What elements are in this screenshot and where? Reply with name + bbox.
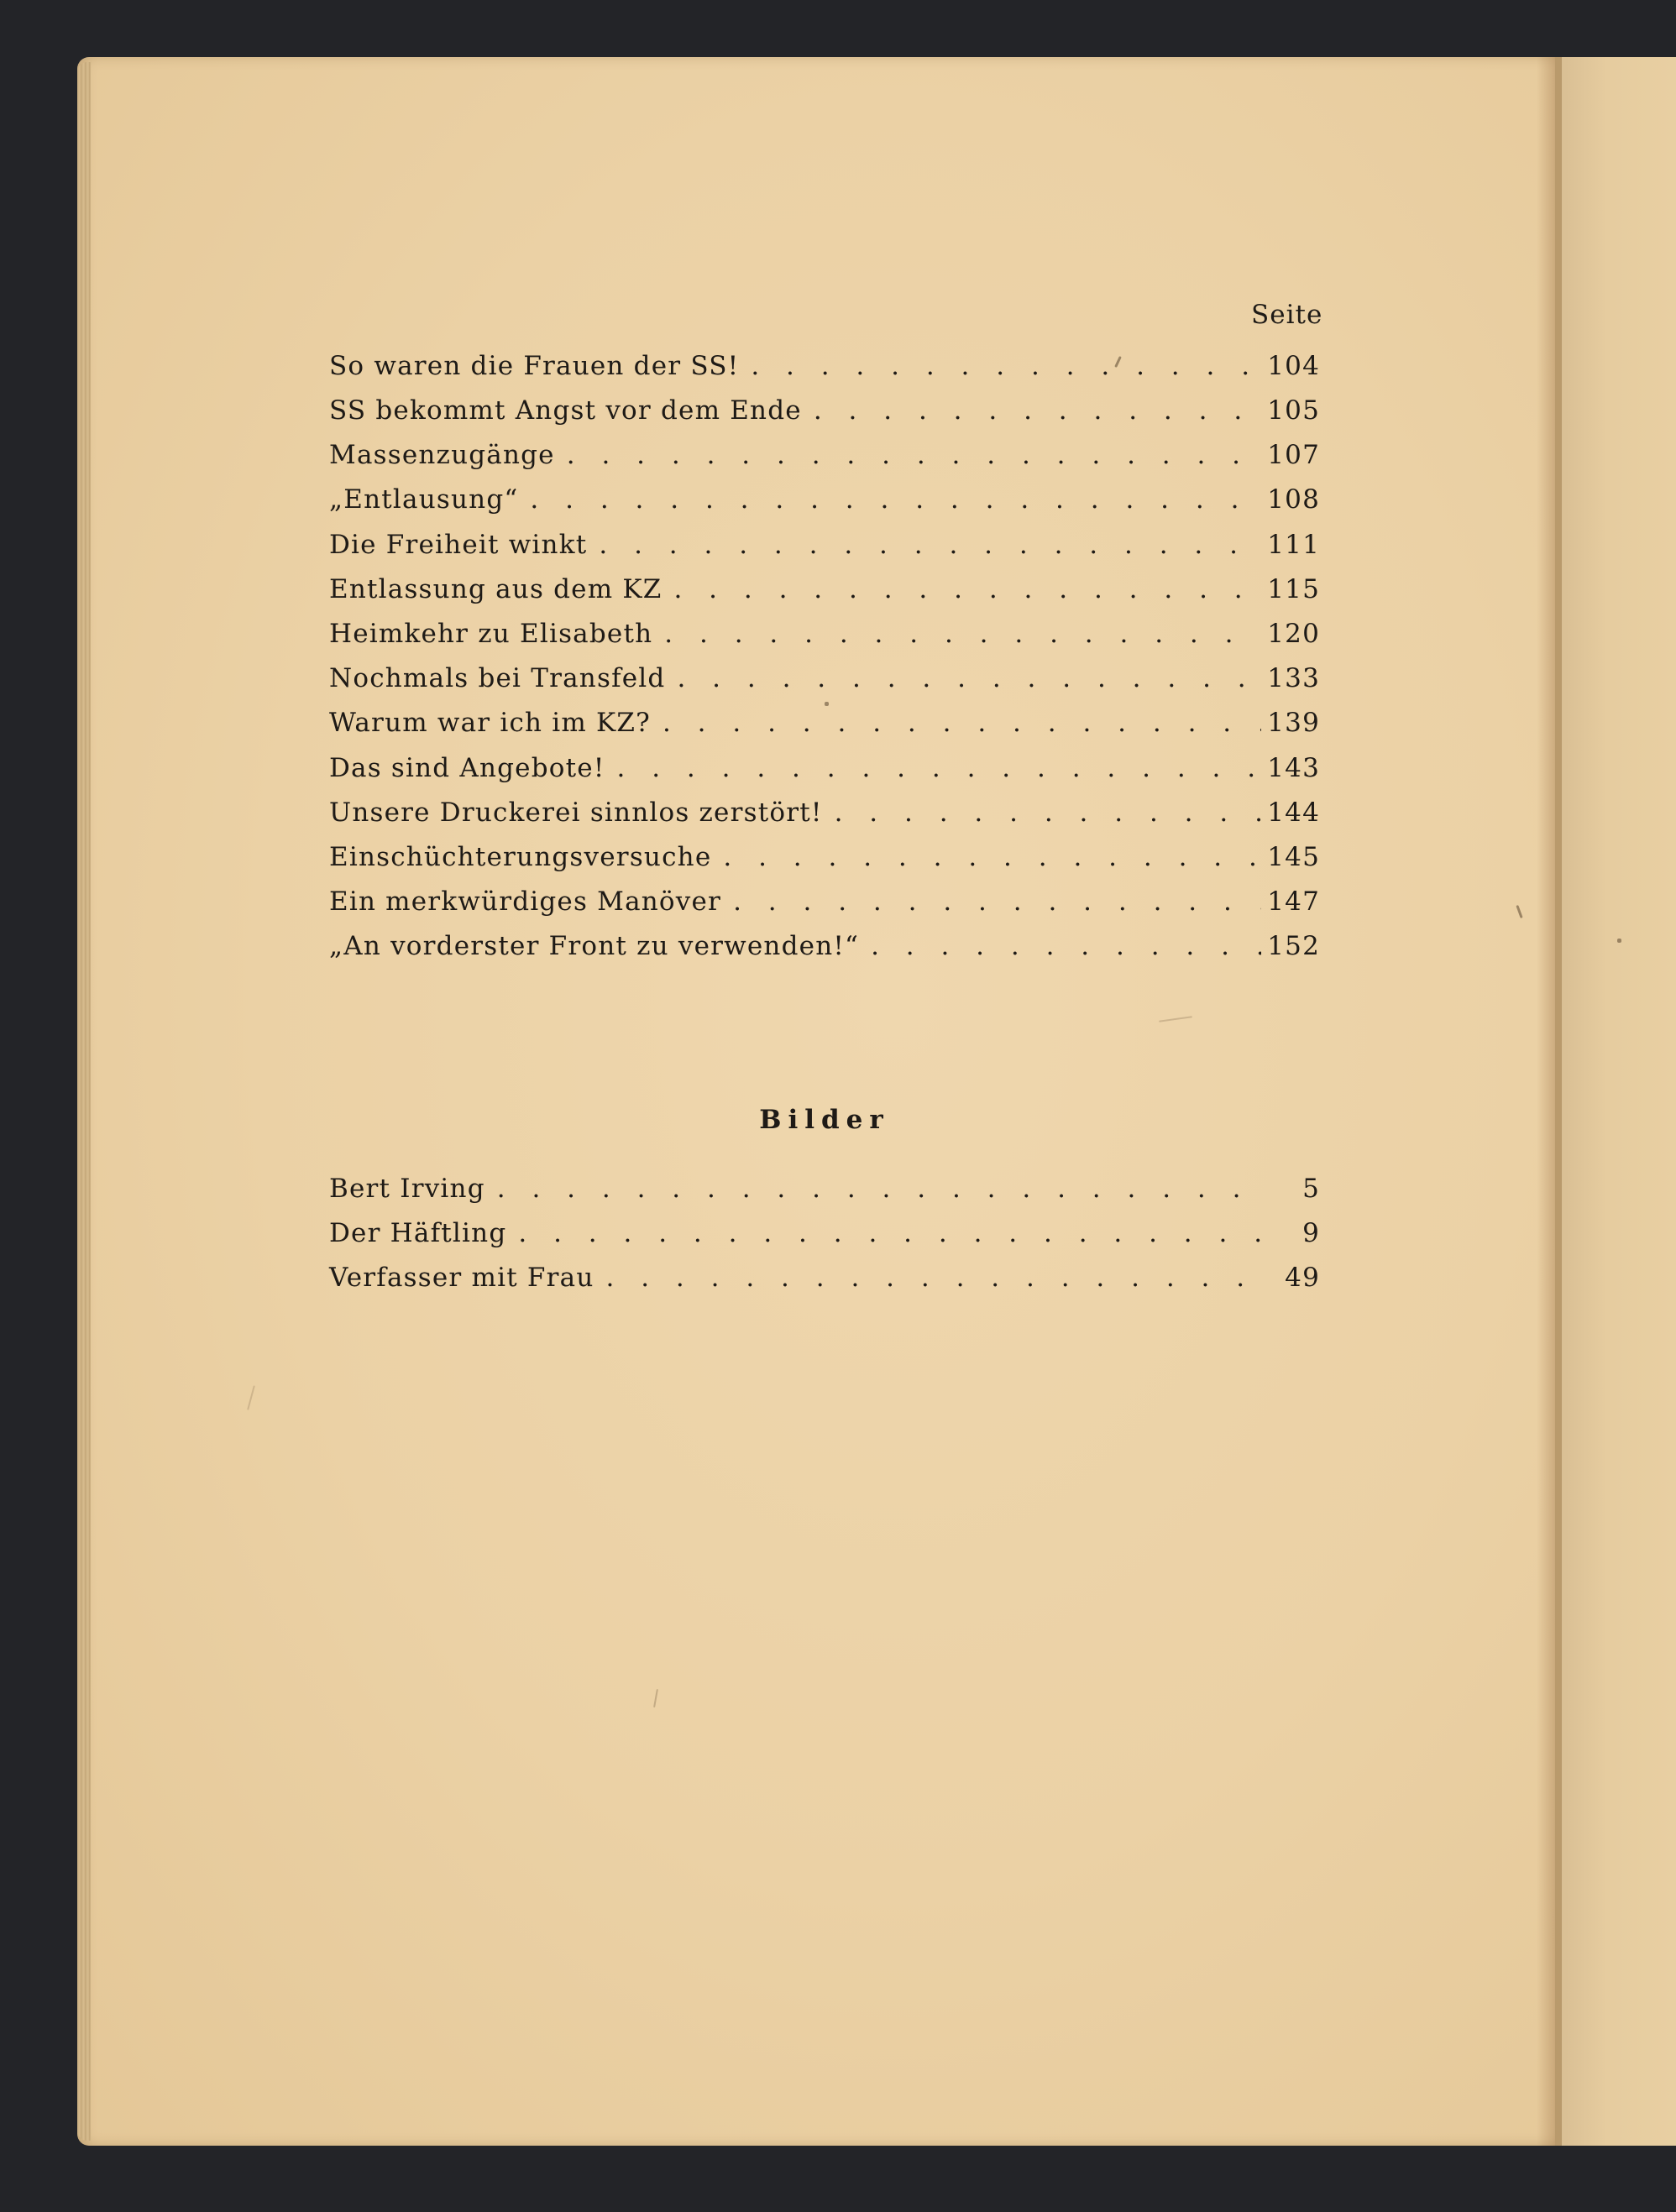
image-entry (329, 1174, 1320, 1211)
dot-leader (518, 1218, 1261, 1248)
toc-entry (329, 619, 1320, 656)
toc-entry-title: Warum war ich im KZ? (329, 708, 651, 738)
toc-entry-title: So waren die Frauen der SS! (329, 351, 740, 381)
dot-leader (835, 797, 1261, 828)
facing-page (1562, 57, 1676, 2146)
toc-entry-page: 152 (1267, 931, 1320, 961)
toc-entry-page: 133 (1267, 663, 1320, 693)
toc-entry-page: 143 (1267, 753, 1320, 783)
images-section-heading: Bilder (759, 1105, 890, 1135)
dot-leader (751, 351, 1261, 381)
dot-leader (814, 395, 1261, 426)
dot-leader (497, 1174, 1261, 1204)
dot-leader (677, 663, 1261, 693)
toc-entry-page: 147 (1267, 886, 1320, 917)
paper-blemish (825, 702, 829, 706)
toc-entry-title: Heimkehr zu Elisabeth (329, 619, 653, 649)
image-entry-title: Bert Irving (329, 1174, 485, 1204)
image-entry-page: 5 (1302, 1174, 1320, 1204)
toc-entry-title: Ein merkwürdiges Manöver (329, 886, 722, 917)
toc-entry-page: 145 (1267, 842, 1320, 872)
dot-leader (599, 530, 1261, 560)
toc-entry (329, 530, 1320, 567)
toc-entry-title: Unsere Druckerei sinnlos zerstört! (329, 797, 823, 828)
toc-entry (329, 753, 1320, 790)
image-entry (329, 1263, 1320, 1299)
toc-entry-title: Massenzugänge (329, 440, 555, 470)
toc-entry-page: 139 (1267, 708, 1320, 738)
image-entry-page: 9 (1302, 1218, 1320, 1248)
dot-leader (663, 708, 1261, 738)
toc-entry (329, 663, 1320, 700)
toc-entry (329, 708, 1320, 745)
toc-entry-title: Nochmals bei Transfeld (329, 663, 666, 693)
toc-entry (329, 574, 1320, 611)
dot-leader (871, 931, 1261, 961)
image-entry-title: Verfasser mit Frau (329, 1263, 594, 1293)
page-column-label: Seite (1251, 300, 1323, 330)
toc-entry-title: Einschüchterungsversuche (329, 842, 712, 872)
dot-leader (606, 1263, 1262, 1293)
toc-entry (329, 395, 1320, 432)
toc-entry-page: 105 (1267, 395, 1320, 426)
paper-blemish (1617, 939, 1621, 943)
toc-entry-title: Entlassung aus dem KZ (329, 574, 663, 604)
image-entry (329, 1218, 1320, 1255)
toc-entry (329, 886, 1320, 923)
toc-entry-title: „An vorderster Front zu verwenden!“ (329, 931, 860, 961)
image-entry-page: 49 (1285, 1263, 1320, 1293)
toc-entry-title: SS bekommt Angst vor dem Ende (329, 395, 802, 426)
dot-leader (530, 484, 1261, 515)
toc-entry-page: 107 (1267, 440, 1320, 470)
dot-leader (723, 842, 1261, 872)
toc-entry-title: „Entlausung“ (329, 484, 519, 515)
dot-leader (673, 574, 1261, 604)
toc-entry-page: 120 (1267, 619, 1320, 649)
dot-leader (567, 440, 1261, 470)
toc-entry (329, 842, 1320, 879)
toc-entry-page: 144 (1267, 797, 1320, 828)
image-entry-title: Der Häftling (329, 1218, 507, 1248)
toc-entry (329, 484, 1320, 521)
dot-leader (733, 886, 1261, 917)
toc-entry-page: 115 (1267, 574, 1320, 604)
toc-entry (329, 931, 1320, 968)
toc-entry-title: Die Freiheit winkt (329, 530, 588, 560)
toc-entry (329, 440, 1320, 477)
toc-entry-page: 111 (1267, 530, 1320, 560)
page-stack-edge (77, 62, 91, 2141)
dot-leader (664, 619, 1261, 649)
dot-leader (617, 753, 1262, 783)
toc-entry-page: 108 (1267, 484, 1320, 515)
toc-entry-page: 104 (1267, 351, 1320, 381)
toc-entry (329, 797, 1320, 834)
toc-entry-title: Das sind Angebote! (329, 753, 605, 783)
toc-entry (329, 351, 1320, 388)
